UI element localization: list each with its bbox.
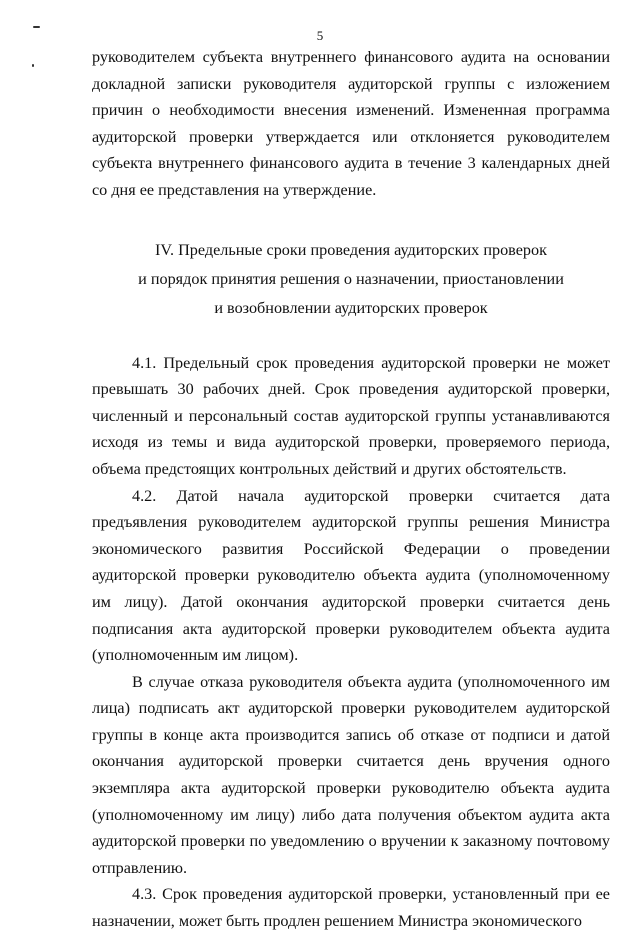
section-heading-line: и порядок принятия решения о назначении, приостановлении — [138, 269, 564, 288]
section-heading — [92, 236, 610, 323]
paragraph-4-3: 4.3. Срок проведения аудиторской проверки, установленный при ее назначении, может быть продлен решением Министра экономического — [92, 885, 610, 931]
paragraph-4-1: 4.1. Предельный срок проведения аудиторской проверки не может превышать 30 рабочих дней. Срок проведения аудиторской проверки, численный и персональный состав аудиторской группы устанавливаются исходя из темы и вида аудиторской проверки, проверяемого периода, объема предстоящих контрольных действий и других обстоятельств. — [92, 353, 610, 478]
paragraph-4-2-refusal: В случае отказа руководителя объекта аудита (уполномоченного им лица) подписать акт аудиторской проверки руководителем аудиторской группы в конце акта производится запись об отказе от подписи и датой окончания аудиторской проверки считается день вручения одного экземпляра акта аудиторской проверки руководителю объекта аудита (уполномоченному им лицу) либо дата получения объектом аудита акта аудиторской проверки по уведомлению о вручении к заказному почтовому отправлению. — [92, 672, 610, 877]
page-number: 5 — [316, 28, 324, 43]
section-heading-line: и возобновлении аудиторских проверок — [214, 298, 488, 317]
paragraph-4-2: 4.2. Датой начала аудиторской проверки считается дата предъявления руководителем аудиторской группы решения Министра экономического развития Российской Федерации о проведении аудиторской проверки руководителю объекта аудита (уполномоченному им лицу). Датой окончания аудиторской проверки считается день подписания акта аудиторской проверки руководителем объекта аудита (уполномоченным им лицом). — [92, 486, 610, 665]
intro-paragraph: руководителем субъекта внутреннего финансового аудита на основании докладной записки руководителя аудиторской группы с изложением причин о необходимости внесения изменений. Измененная программа аудиторской проверки утверждается или отклоняется руководителем субъекта внутреннего финансового аудита в течение 3 календарных дней со дня ее представления на утверждение. — [92, 48, 610, 199]
document-body — [92, 44, 610, 935]
section-heading-line: IV. Предельные сроки проведения аудиторских проверок — [155, 240, 547, 259]
scan-artifact-mark — [32, 64, 34, 67]
